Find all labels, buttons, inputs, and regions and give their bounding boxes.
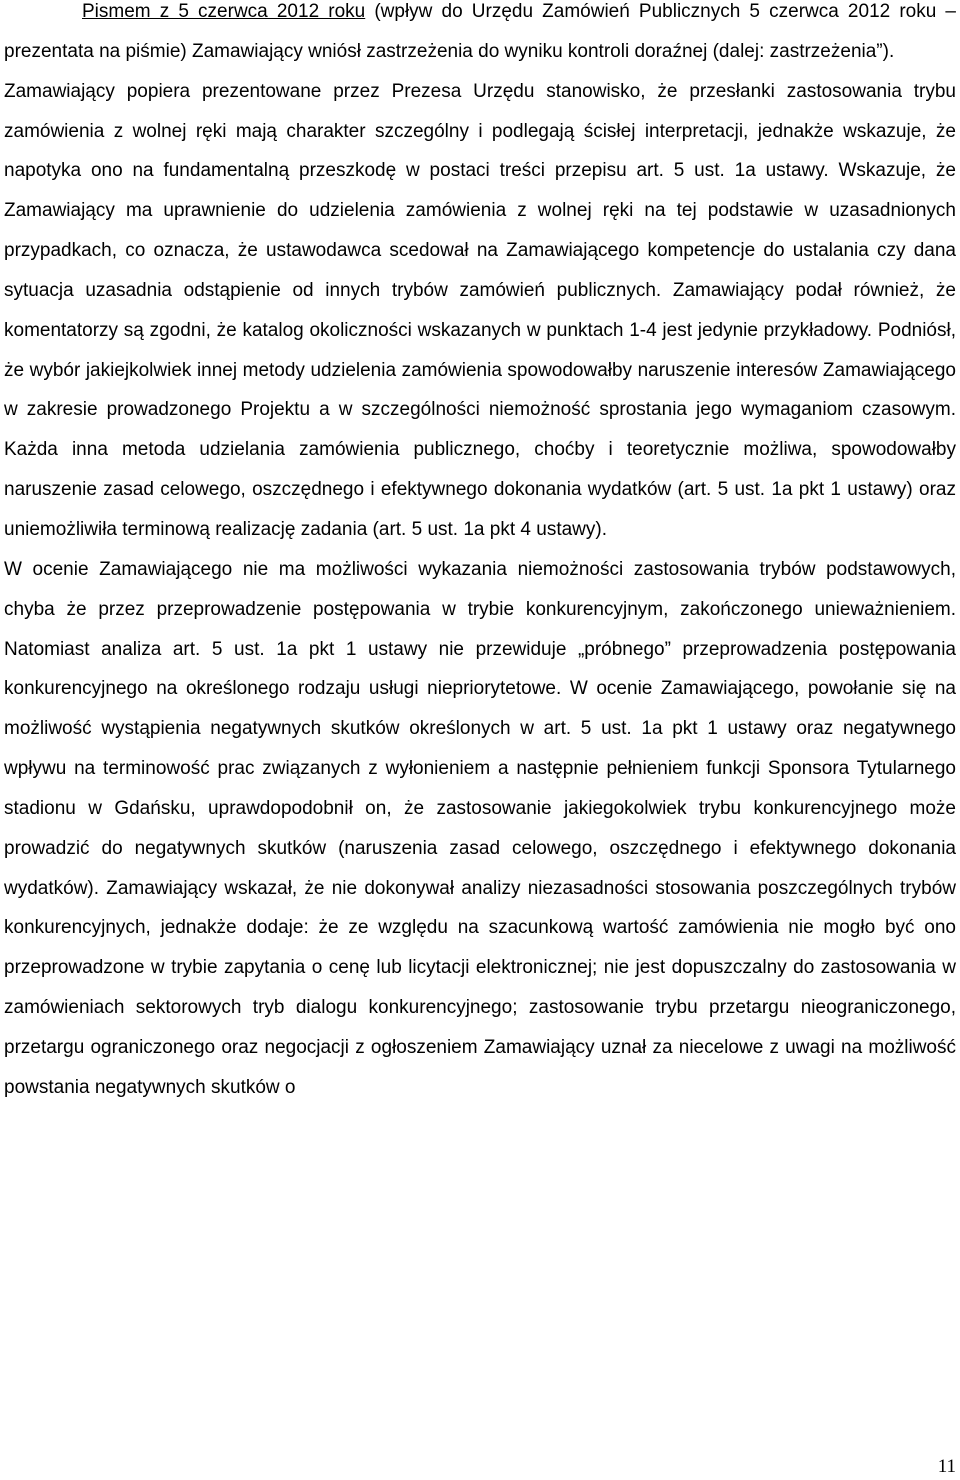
paragraph-1 — [4, 0, 956, 72]
underlined-reference: Pismem z 5 czerwca 2012 roku — [82, 1, 366, 22]
document-body — [4, 0, 956, 1108]
paragraph-2: Zamawiający popiera prezentowane przez Prezesa Urzędu stanowisko, że przesłanki zastosowania trybu zamówienia z wolnej ręki mają charakter szczególny i podlegają ścisłej interpretacji, jednakże wskazuje, że napotyka ono na fundamentalną przeszkodę w postaci treści przepisu art. 5 ust. 1a ustawy. Wskazuje, że Zamawiający ma uprawnienie do udzielenia zamówienia z wolnej ręki na tej podstawie w uzasadnionych przypadkach, co oznacza, że ustawodawca scedował na Zamawiającego kompetencje do ustalania czy dana sytuacja uzasadnia odstąpienie od innych trybów zamówień publicznych. Zamawiający podał również, że komentatorzy są zgodni, że katalog okoliczności wskazanych w punktach 1-4 jest jedynie przykładowy. Podniósł, że wybór jakiejkolwiek innej metody udzielenia zamówienia spowodowałby naruszenie interesów Zamawiającego w zakresie prowadzonego Projektu a w szczególności niemożność sprostania jego wymaganiom czasowym. Każda inna metoda udzielania zamówienia publicznego, choćby i teoretycznie możliwa, spowodowałby naruszenie zasad celowego, oszczędnego i efektywnego dokonania wydatków (art. 5 ust. 1a pkt 1 ustawy) oraz uniemożliwiła terminową realizację zadania (art. 5 ust. 1a pkt 4 ustawy). — [4, 80, 956, 540]
paragraph-1-text: (wpływ do Urzędu Zamówień Publicznych 5 czerwca 2012 roku – prezentata na piśmie) Zamawiający wniósł zastrzeżenia do wyniku kontroli doraźnej (dalej: zastrzeżenia”). — [4, 1, 956, 62]
paragraph-3: W ocenie Zamawiającego nie ma możliwości wykazania niemożności zastosowania trybów podstawowych, chyba że przez przeprowadzenie postępowania w trybie konkurencyjnym, zakończonego unieważnieniem. Natomiast analiza art. 5 ust. 1a pkt 1 ustawy nie przewiduje „próbnego” przeprowadzenia postępowania konkurencyjnego na określonego rodzaju usługi niepriorytetowe. W ocenie Zamawiającego, powołanie się na możliwość wystąpienia negatywnych skutków określonych w art. 5 ust. 1a pkt 1 ustawy oraz negatywnego wpływu na terminowość prac związanych z wyłonieniem a następnie pełnieniem funkcji Sponsora Tytularnego stadionu w Gdańsku, uprawdopodobnił on, że zastosowanie jakiegokolwiek trybu konkurencyjnego może prowadzić do negatywnych skutków (naruszenia zasad celowego, oszczędnego i efektywnego dokonania wydatków). Zamawiający wskazał, że nie dokonywał analizy niezasadności stosowania poszczególnych trybów konkurencyjnych, jednakże dodaje: że ze względu na szacunkową wartość zamówienia nie mogło być ono przeprowadzone w trybie zapytania o cenę lub licytacji elektronicznej; nie jest dopuszczalny do zastosowania w zamówieniach sektorowych tryb dialogu konkurencyjnego; zastosowanie trybu przetargu nieograniczonego, przetargu ograniczonego oraz negocjacji z ogłoszeniem Zamawiający uznał za niecelowe z uwagi na możliwość powstania negatywnych skutków o — [4, 558, 956, 1098]
page-number: 11 — [937, 1456, 956, 1477]
